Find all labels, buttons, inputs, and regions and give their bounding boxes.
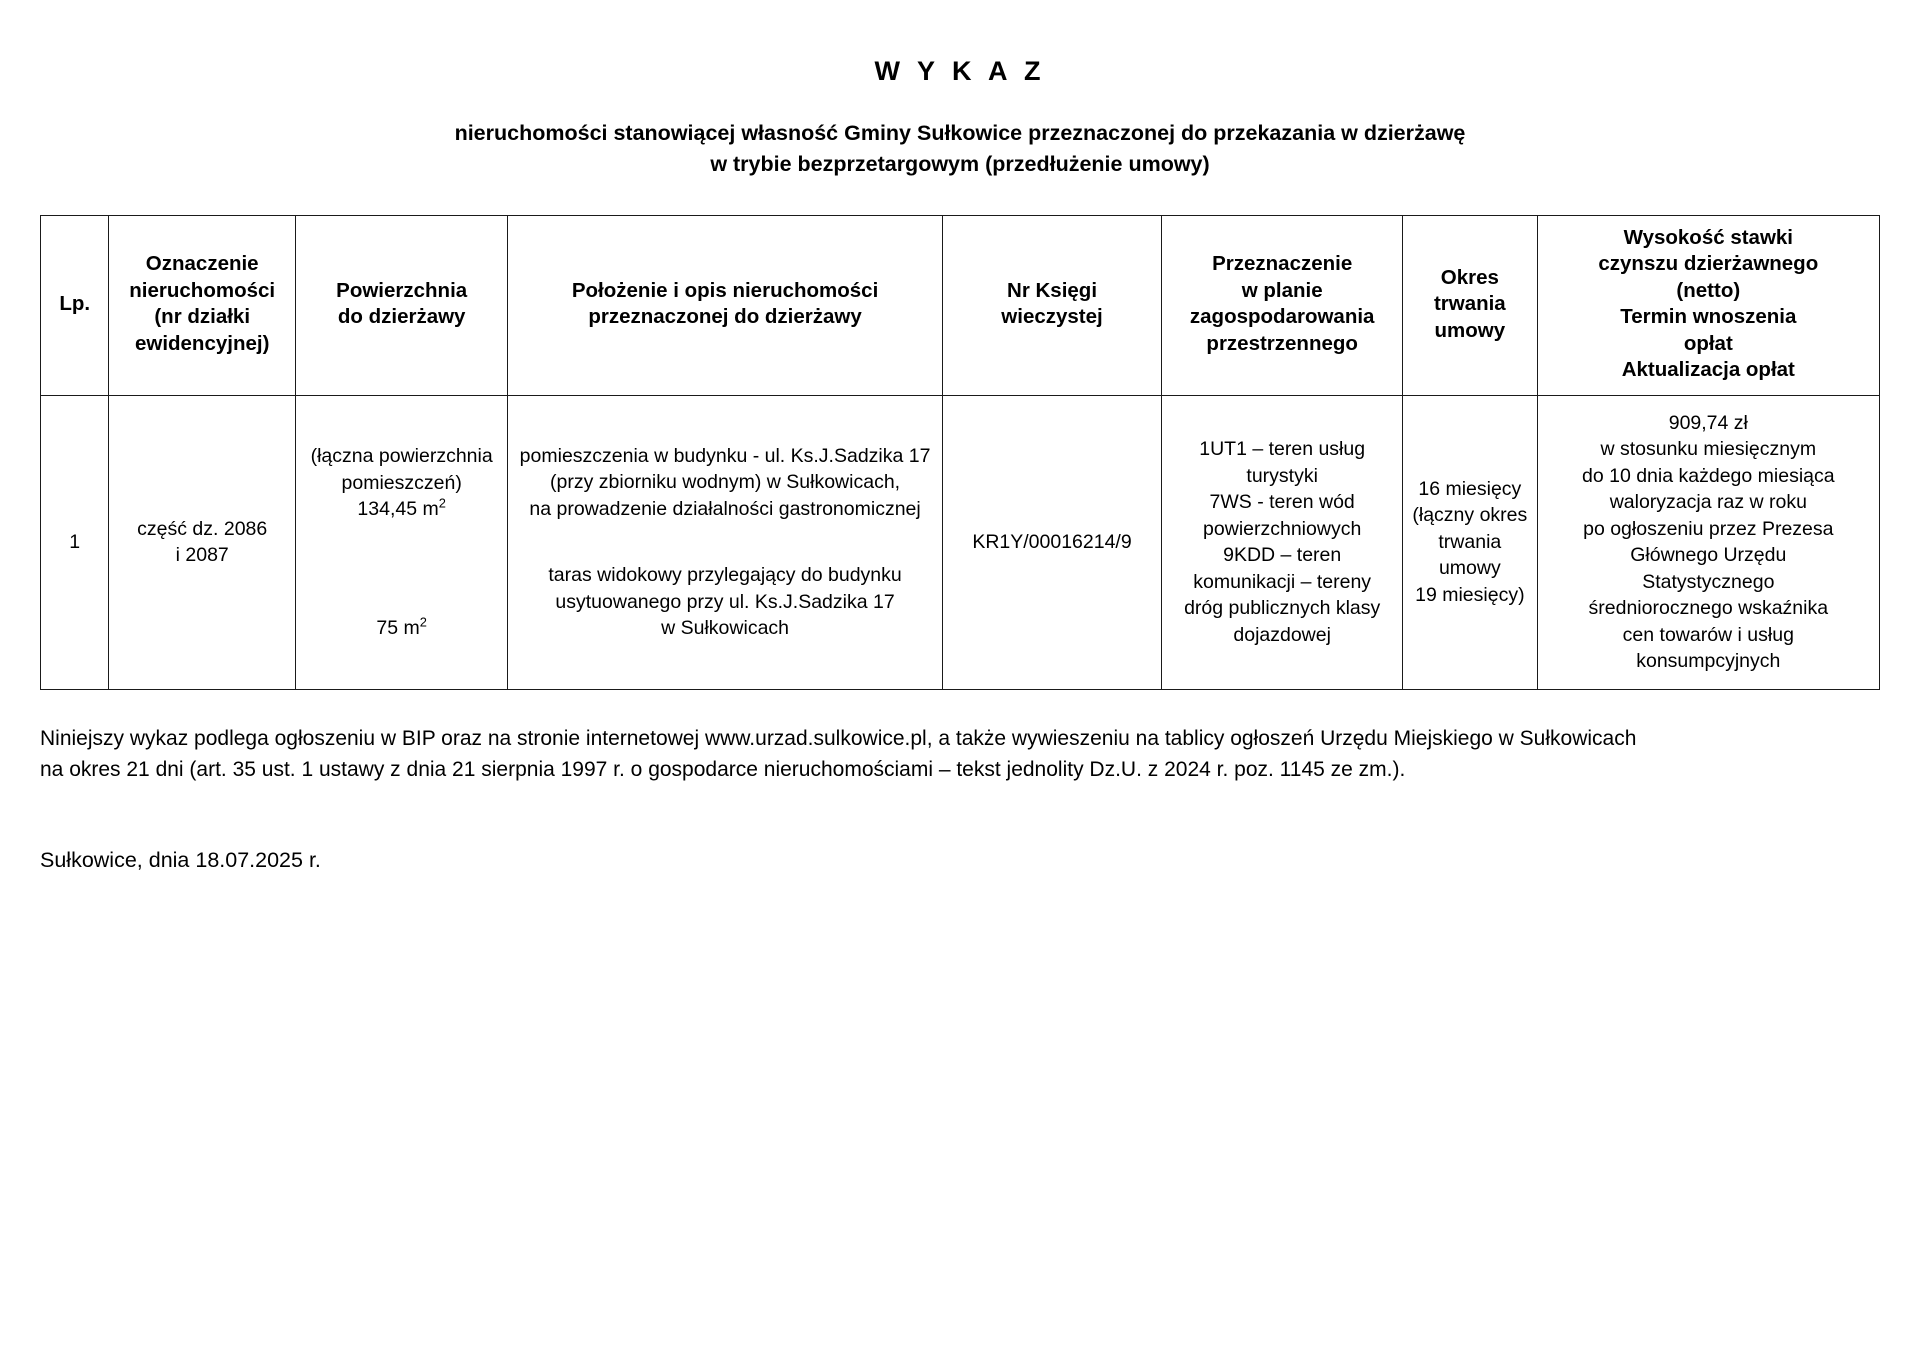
wysokosc-line5: po ogłoszeniu przez Prezesa bbox=[1583, 517, 1834, 540]
column-header-ksiega bbox=[942, 216, 1162, 396]
okres-line4: umowy bbox=[1438, 557, 1501, 580]
powierzchnia-pomieszczen-exponent: 2 bbox=[438, 495, 446, 511]
cell-oznaczenie-line1: część dz. 2086 bbox=[137, 517, 268, 540]
okres-line2: (łączny okres bbox=[1412, 504, 1528, 527]
wysokosc-line8: średniorocznego wskaźnika bbox=[1588, 597, 1829, 620]
przeznaczenie-line1: 1UT1 – teren usług bbox=[1199, 438, 1366, 461]
przeznaczenie-line6: komunikacji – tereny bbox=[1193, 570, 1372, 593]
document-subtitle bbox=[0, 85, 1920, 179]
polozenie-paragraph-1-line2: (przy zbiorniku wodnym) w Sułkowicach, bbox=[550, 471, 901, 494]
publication-notes-line2: na okres 21 dni (art. 35 ust. 1 ustawy z dnia 21 sierpnia 1997 r. o gospodarce nieruchomościami – tekst jednolity Dz.U. z 2024 r. poz. 1145 ze zm.). bbox=[40, 758, 1406, 782]
okres-line1: 16 miesięcy bbox=[1418, 477, 1522, 500]
cell-okres-trwania bbox=[1403, 395, 1538, 689]
document-title: W Y K A Z bbox=[874, 56, 1046, 86]
column-header-przeznaczenie-line4: przestrzennego bbox=[1206, 331, 1358, 355]
column-header-wysokosc bbox=[1537, 216, 1879, 396]
powierzchnia-pomieszczen-label-line2: pomieszczeń) bbox=[341, 471, 462, 494]
column-header-wysokosc-line6: Aktualizacja opłat bbox=[1621, 358, 1795, 382]
przeznaczenie-line3: 7WS - teren wód bbox=[1209, 491, 1355, 514]
column-header-lp: Lp. bbox=[41, 216, 109, 396]
wysokosc-line3: do 10 dnia każdego miesiąca bbox=[1582, 464, 1835, 487]
column-header-oznaczenie-line4: ewidencyjnej) bbox=[134, 331, 270, 355]
cell-powierzchnia bbox=[295, 395, 507, 689]
column-header-oznaczenie-line1: Oznaczenie bbox=[145, 252, 259, 276]
wysokosc-line2: w stosunku miesięcznym bbox=[1600, 438, 1817, 461]
column-header-okres-line2: trwania bbox=[1433, 292, 1506, 316]
polozenie-paragraph-1-line1: pomieszczenia w budynku - ul. Ks.J.Sadzika 17 bbox=[519, 444, 931, 467]
column-header-wysokosc-line2: czynszu dzierżawnego bbox=[1598, 252, 1819, 276]
column-header-oznaczenie-line3: (nr działki bbox=[154, 305, 251, 329]
column-header-przeznaczenie-line2: w planie bbox=[1241, 278, 1323, 302]
cell-polozenie bbox=[508, 395, 942, 689]
polozenie-paragraph-spacer bbox=[514, 522, 935, 562]
column-header-powierzchnia-line1: Powierzchnia bbox=[336, 278, 468, 302]
place-and-date: Sułkowice, dnia 18.07.2025 r. bbox=[40, 847, 321, 872]
column-header-polozenie bbox=[508, 216, 942, 396]
column-header-wysokosc-line1: Wysokość stawki bbox=[1623, 226, 1793, 250]
column-header-powierzchnia-line2: do dzierżawy bbox=[337, 305, 466, 329]
wysokosc-line10: konsumpcyjnych bbox=[1636, 650, 1781, 673]
przeznaczenie-line5: 9KDD – teren bbox=[1223, 544, 1342, 567]
cell-lp: 1 bbox=[41, 395, 109, 689]
cell-oznaczenie-line2: i 2087 bbox=[175, 544, 229, 567]
column-header-wysokosc-line4: Termin wnoszenia bbox=[1620, 305, 1797, 329]
powierzchnia-taras-number: 75 m bbox=[376, 616, 420, 639]
column-header-okres bbox=[1403, 216, 1538, 396]
powierzchnia-pomieszczen-block bbox=[302, 443, 501, 523]
powierzchnia-taras-exponent: 2 bbox=[419, 614, 427, 630]
przeznaczenie-line8: dojazdowej bbox=[1233, 623, 1331, 646]
wysokosc-line6: Głównego Urzędu bbox=[1630, 544, 1787, 567]
column-header-okres-line1: Okres bbox=[1440, 265, 1499, 289]
column-header-powierzchnia bbox=[295, 216, 507, 396]
cell-ksiega-wieczysta: KR1Y/00016214/9 bbox=[942, 395, 1162, 689]
przeznaczenie-line4: powierzchniowych bbox=[1203, 517, 1362, 540]
wykaz-table bbox=[40, 215, 1880, 690]
wysokosc-line4: waloryzacja raz w roku bbox=[1609, 491, 1807, 514]
column-header-ksiega-line2: wieczystej bbox=[1001, 305, 1103, 329]
publication-notes-line1: Niniejszy wykaz podlega ogłoszeniu w BIP oraz na stronie internetowej www.urzad.sulkowice.pl, a także wywieszeniu na tablicy ogłoszeń Urzędu Miejskiego w Sułkowicach bbox=[40, 726, 1637, 750]
okres-line5: 19 miesięcy) bbox=[1415, 583, 1525, 606]
polozenie-paragraph-2-line1: taras widokowy przylegający do budynku bbox=[548, 564, 902, 587]
powierzchnia-taras-value bbox=[302, 615, 501, 642]
wysokosc-line7: Statystycznego bbox=[1642, 570, 1775, 593]
publication-notes bbox=[0, 723, 1920, 786]
column-header-przeznaczenie bbox=[1162, 216, 1403, 396]
column-header-polozenie-line2: przeznaczonej do dzierżawy bbox=[588, 305, 862, 329]
cell-oznaczenie bbox=[109, 395, 295, 689]
powierzchnia-pomieszczen-number: 134,45 m bbox=[357, 498, 439, 521]
column-header-przeznaczenie-line3: zagospodarowania bbox=[1189, 305, 1375, 329]
powierzchnia-pomieszczen-value bbox=[302, 496, 501, 523]
column-header-przeznaczenie-line1: Przeznaczenie bbox=[1212, 252, 1353, 276]
column-header-oznaczenie-line2: nieruchomości bbox=[129, 278, 276, 302]
column-header-wysokosc-line3: (netto) bbox=[1676, 278, 1741, 302]
column-header-okres-line3: umowy bbox=[1434, 318, 1506, 342]
powierzchnia-spacer bbox=[302, 523, 501, 615]
okres-line3: trwania bbox=[1438, 530, 1502, 553]
column-header-ksiega-line1: Nr Księgi bbox=[1007, 278, 1098, 302]
wysokosc-line1: 909,74 zł bbox=[1668, 411, 1748, 434]
column-header-polozenie-line1: Położenie i opis nieruchomości bbox=[571, 278, 879, 302]
column-header-wysokosc-line5: opłat bbox=[1683, 331, 1733, 355]
powierzchnia-pomieszczen-label-line1: (łączna powierzchnia bbox=[310, 445, 493, 468]
document-subtitle-line2: w trybie bezprzetargowym (przedłużenie umowy) bbox=[710, 151, 1210, 176]
powierzchnia-taras-block bbox=[302, 615, 501, 642]
polozenie-paragraph-2-line2: usytuowanego przy ul. Ks.J.Sadzika 17 bbox=[555, 590, 895, 613]
table-header-row bbox=[41, 216, 1880, 396]
wykaz-table-container bbox=[0, 215, 1920, 690]
cell-wysokosc-czynszu bbox=[1537, 395, 1879, 689]
wysokosc-line9: cen towarów i usług bbox=[1622, 623, 1794, 646]
document-subtitle-line1: nieruchomości stanowiącej własność Gminy Sułkowice przeznaczonej do przekazania w dzierżawę bbox=[454, 121, 1466, 145]
przeznaczenie-line7: dróg publicznych klasy bbox=[1184, 597, 1381, 620]
table-row bbox=[41, 395, 1880, 689]
column-header-oznaczenie bbox=[109, 216, 295, 396]
polozenie-paragraph-2-line3: w Sułkowicach bbox=[661, 617, 790, 640]
przeznaczenie-line2: turystyki bbox=[1246, 464, 1318, 487]
cell-przeznaczenie bbox=[1162, 395, 1403, 689]
polozenie-paragraph-1-line3: na prowadzenie działalności gastronomicznej bbox=[529, 497, 921, 520]
